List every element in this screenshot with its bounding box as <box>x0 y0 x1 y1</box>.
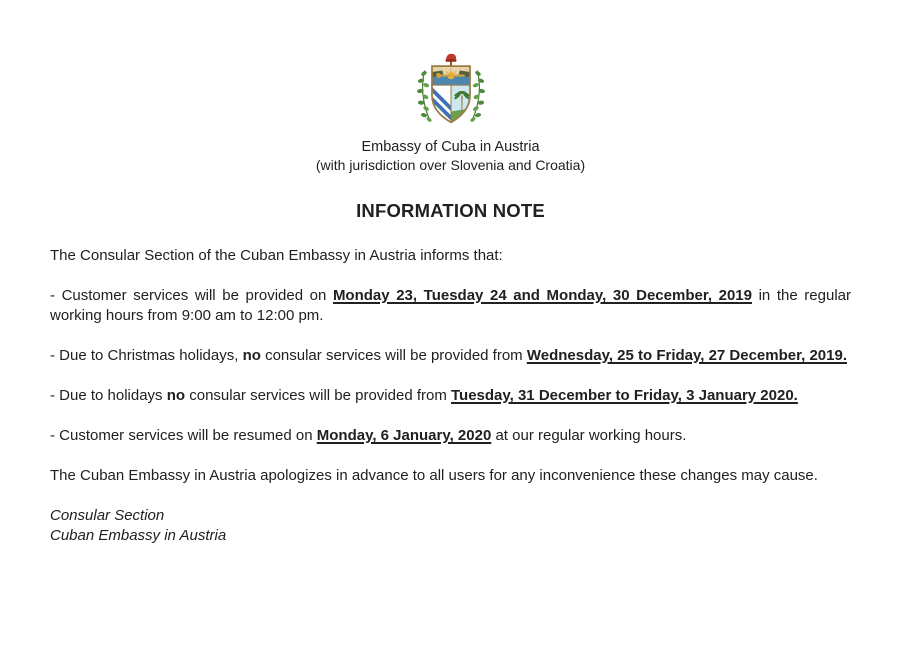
jurisdiction-note: (with jurisdiction over Slovenia and Croatia) <box>315 157 586 173</box>
paragraph-newyear-closure <box>50 386 851 406</box>
text-segment: - Customer services will be resumed on <box>50 427 317 444</box>
paragraph-customer-services-dates <box>50 286 851 326</box>
text-segment: The Cuban Embassy in Austria apologizes in advance to all users for any inconvenience these changes may cause. <box>50 467 818 484</box>
text-segment: Wednesday, 25 to Friday, 27 December, 2019. <box>526 347 847 364</box>
document-body <box>50 246 851 546</box>
cuba-coat-of-arms-graphic <box>412 53 490 129</box>
text-segment: at our regular working hours. <box>491 427 687 444</box>
signature-line-2: Cuban Embassy in Austria <box>50 527 227 544</box>
document-title: INFORMATION NOTE <box>356 200 545 221</box>
intro-paragraph: The Consular Section of the Cuban Embassy in Austria informs that: <box>50 247 503 264</box>
text-segment: Tuesday, 31 December to Friday, 3 January 2020. <box>451 387 798 404</box>
text-segment: in the regular working hours from 9:00 am to 12:00 pm. <box>50 287 851 324</box>
text-segment: Monday, 6 January, 2020 <box>316 427 492 444</box>
paragraph-services-resumed <box>50 426 851 446</box>
signature-line-1: Consular Section <box>50 507 165 524</box>
text-segment: no <box>166 387 186 404</box>
paragraph-apology <box>50 466 851 486</box>
paragraph-christmas-closure <box>50 346 851 366</box>
text-segment: no <box>242 347 261 364</box>
text-segment: consular services will be provided from <box>260 347 527 364</box>
text-segment: - Customer services will be provided on <box>50 287 333 304</box>
text-segment: consular services will be provided from <box>185 387 451 404</box>
text-segment: - Due to holidays <box>50 387 167 404</box>
cuba-coat-of-arms-icon <box>412 53 490 129</box>
text-segment: - Due to Christmas holidays, <box>50 347 243 364</box>
embassy-name: Embassy of Cuba in Austria <box>361 139 540 155</box>
signature-block <box>50 506 851 546</box>
text-segment: Monday 23, Tuesday 24 and Monday, 30 December, 2019 <box>332 287 752 304</box>
